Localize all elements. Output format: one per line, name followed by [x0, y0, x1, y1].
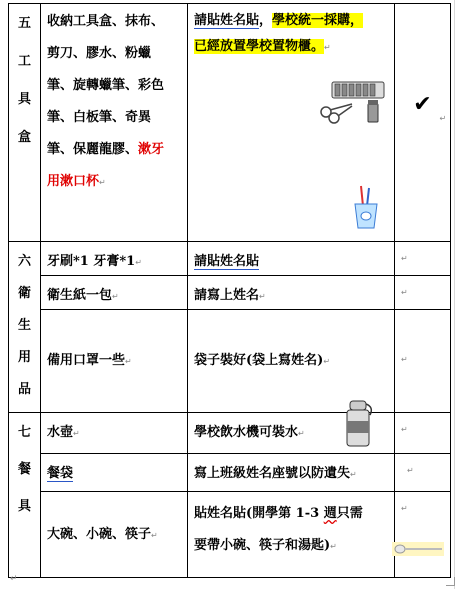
table-row [9, 492, 451, 578]
item-text: 備用口罩一些 [47, 353, 126, 369]
item-text: 餐袋 [47, 466, 74, 481]
para-mark: ↵ [99, 178, 106, 187]
para-mark: ↵ [323, 357, 331, 367]
red-item: 用漱口杯 [47, 174, 100, 189]
table-row [9, 413, 451, 454]
spoon-icon [392, 542, 444, 556]
table-row [9, 4, 451, 242]
item-line: 筆、白板筆、奇異 [47, 110, 152, 125]
note-cell [188, 454, 395, 492]
group-char: 用 [17, 350, 31, 365]
note-text: 袋子裝好(袋上寫姓名) [194, 353, 324, 369]
group-label-hygiene [9, 242, 41, 413]
item-cell [41, 454, 188, 492]
note-text: 只需 [336, 506, 363, 521]
note-cell [188, 242, 395, 276]
note-sep: ， [259, 13, 273, 28]
para-mark: ↵ [401, 504, 408, 513]
cup-icon [352, 184, 380, 232]
table-row [9, 309, 451, 412]
table-row [9, 242, 451, 276]
group-label-tools [9, 4, 41, 242]
check-cell [395, 242, 451, 276]
check-cell [395, 309, 451, 412]
check-cell [395, 492, 451, 578]
item-text: 大碗、小碗、筷子 [47, 527, 152, 542]
item-cell [41, 492, 188, 578]
para-mark: ↵ [151, 531, 158, 540]
group-char: 餐 [17, 462, 31, 477]
para-mark: ↵ [112, 291, 119, 301]
page-edge [454, 0, 455, 589]
item-line: 剪刀、膠水、粉蠟 [47, 46, 152, 61]
note-text: 請寫上姓名 [194, 287, 260, 303]
para-mark: ↵ [259, 291, 266, 301]
item-line: 收納工具盒、抹布、 [47, 14, 165, 29]
item-text: 牙刷*1 牙膏*1 [47, 254, 136, 269]
note-text: 學校飲水機可裝水 [194, 425, 299, 440]
item-line: 筆、旋轉蠟筆、彩色 [47, 78, 165, 93]
item-cell [41, 413, 188, 454]
note-text: 寫上班級姓名座號以防遺失 [194, 466, 351, 481]
para-mark: ↵ [324, 43, 331, 52]
item-cell [41, 242, 188, 276]
group-label-utensils [9, 413, 41, 578]
check-cell [395, 275, 451, 309]
margin-corner-mark [446, 577, 455, 586]
para-mark: ↵ [73, 429, 80, 438]
group-char: 生 [17, 318, 31, 333]
group-char: 六 [17, 254, 31, 269]
item-text: 衛生紙一包 [47, 287, 113, 303]
item-line: 筆、保麗龍膠、漱牙 [47, 142, 165, 157]
group-char: 工 [17, 54, 31, 69]
table-row [9, 454, 451, 492]
water-bottle-icon [342, 399, 376, 449]
para-mark: ↵ [125, 357, 132, 367]
group-char: 五 [17, 16, 31, 31]
item-text: 水壺 [47, 425, 74, 440]
para-mark: ↵ [401, 254, 408, 263]
para-mark: ↵ [401, 355, 408, 365]
para-mark: ↵ [407, 466, 414, 475]
red-item: 漱牙 [138, 142, 165, 157]
note-cell [188, 413, 395, 454]
note-text-flagged: 週 [323, 506, 337, 521]
note-text: 請貼姓名貼 [194, 13, 260, 28]
check-cell [395, 413, 451, 454]
para-mark: ↵ [350, 470, 357, 479]
group-char: 衛 [17, 286, 31, 301]
para-mark: ↵ [298, 429, 305, 438]
item-line [47, 166, 183, 199]
table-row [9, 275, 451, 309]
group-char: 具 [17, 92, 31, 107]
check-cell [395, 454, 451, 492]
highlighted-note: 學校統一採購， [272, 13, 364, 28]
para-mark: ↵ [439, 113, 447, 123]
para-mark: ↵ [330, 542, 337, 551]
item-cell [41, 309, 188, 412]
school-supplies-icon [318, 78, 388, 130]
note-text: 請貼姓名貼 [194, 254, 260, 269]
note-text: 要帶小碗、筷子和湯匙) [194, 538, 331, 553]
group-char: 具 [17, 499, 31, 514]
note-cell [188, 4, 395, 242]
para-mark: ↵ [401, 425, 408, 434]
check-cell [395, 4, 451, 242]
note-text: 貼姓名貼(開學第 1-3 [194, 506, 324, 521]
para-mark: ↵ [401, 287, 408, 297]
supplies-table [8, 3, 451, 578]
para-mark: ↵ [135, 258, 142, 267]
note-cell [188, 275, 395, 309]
item-cell [41, 4, 188, 242]
group-char: 七 [17, 425, 31, 440]
highlighted-note: 已經放置學校置物櫃。 [194, 39, 325, 54]
note-cell [188, 309, 395, 412]
check-icon: ✔ [413, 92, 432, 117]
item-cell [41, 275, 188, 309]
group-char: 品 [17, 382, 31, 397]
group-char: 盒 [17, 130, 31, 145]
para-mark: ↵ [10, 574, 18, 584]
note-cell [188, 492, 395, 578]
